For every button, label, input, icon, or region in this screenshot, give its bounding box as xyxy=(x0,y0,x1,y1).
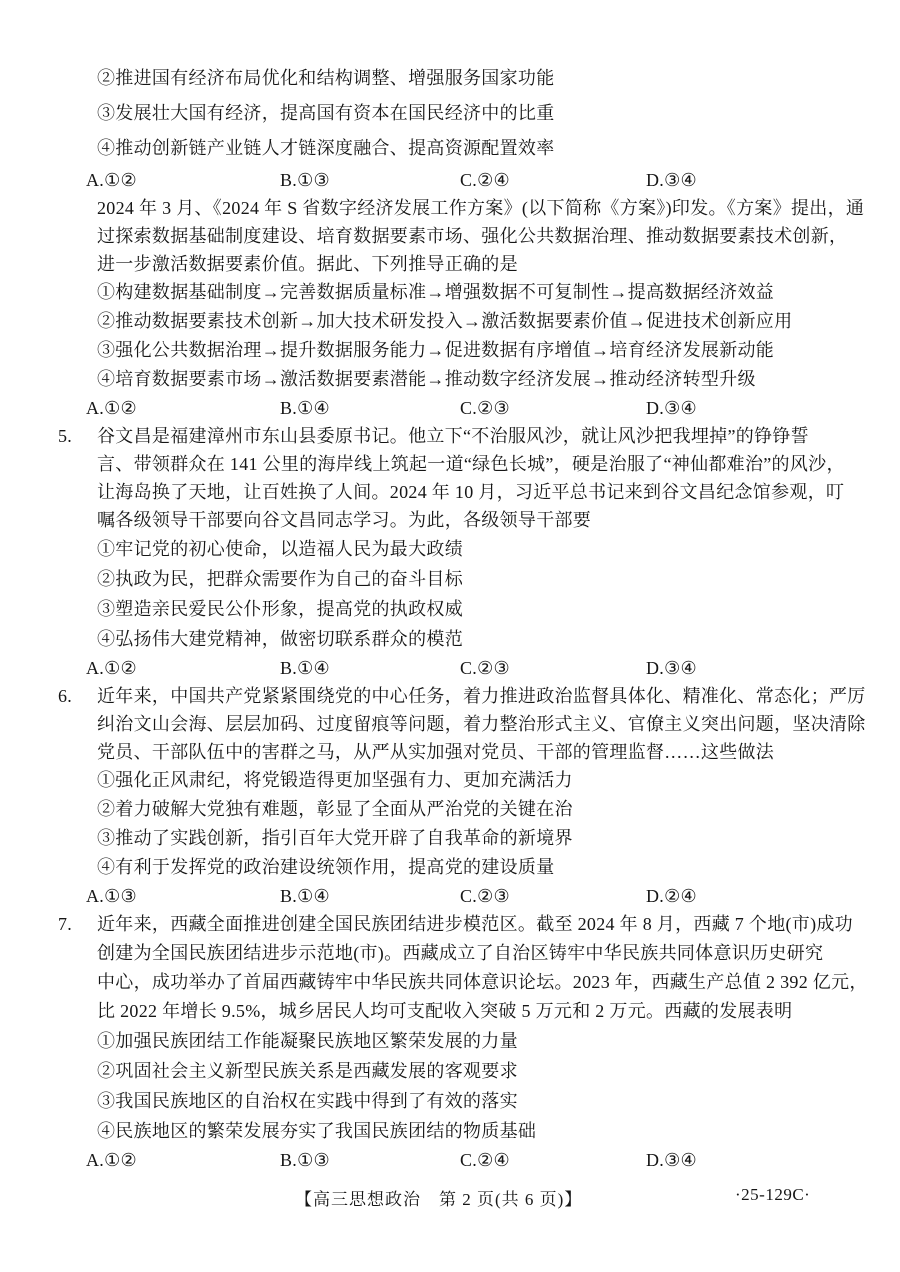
choice-b: B.①④ xyxy=(280,658,330,678)
statement-line: ③推动了实践创新，指引百年大党开辟了自我革命的新境界 xyxy=(97,828,573,848)
choice-b: B.①④ xyxy=(280,398,330,418)
choice-d: D.③④ xyxy=(646,398,697,418)
choice-a: A.①③ xyxy=(86,886,137,906)
choice-d: D.③④ xyxy=(646,1150,697,1170)
choice-c: C.②③ xyxy=(460,658,510,678)
statement-line: ③我国民族地区的自治权在实践中得到了有效的落实 xyxy=(97,1091,518,1111)
choice-c: C.②④ xyxy=(460,1150,510,1170)
question-line: 创建为全国民族团结进步示范地(市)。西藏成立了自治区铸牢中华民族共同体意识历史研究 xyxy=(97,943,824,963)
choice-d: D.③④ xyxy=(646,658,697,678)
question-line: 过探索数据基础制度建设、培育数据要素市场、强化公共数据治理、推动数据要素技术创新， xyxy=(97,226,848,246)
question-number: 6. xyxy=(58,686,73,706)
choice-b: B.①③ xyxy=(280,170,330,190)
question-line: 言、带领群众在 141 公里的海岸线上筑起一道“绿色长城”，硬是治服了“神仙都难治”的风沙， xyxy=(97,454,845,474)
page-content xyxy=(58,61,868,1174)
question-6 xyxy=(58,682,866,910)
question-number: 7. xyxy=(58,914,73,934)
statement-line: ③塑造亲民爱民公仆形象，提高党的执政权威 xyxy=(97,599,463,619)
question-line: 中心，成功举办了首届西藏铸牢中华民族共同体意识论坛。2023 年，西藏生产总值 2 392 亿元， xyxy=(97,972,868,992)
question-4 xyxy=(58,194,865,422)
choice-c: C.②③ xyxy=(460,398,510,418)
choice-b: B.①④ xyxy=(280,886,330,906)
statement-line: ④弘扬伟大建党精神，做密切联系群众的模范 xyxy=(97,629,463,649)
choice-row xyxy=(86,882,850,910)
question-line: 党员、干部队伍中的害群之马，从严从实加强对党员、干部的管理监督……这些做法 xyxy=(97,742,775,762)
footer-page-info: 【高三思想政治 第 2 页(共 6 页)】 xyxy=(295,1190,583,1209)
statement-line: ④推动创新链产业链人才链深度融合、提高资源配置效率 xyxy=(97,138,555,158)
choice-d: D.③④ xyxy=(646,170,697,190)
statement-line: ②执政为民，把群众需要作为自己的奋斗目标 xyxy=(97,569,463,589)
choice-a: A.①② xyxy=(86,658,137,678)
question-line: 近年来，中国共产党紧紧围绕党的中心任务，着力推进政治监督具体化、精准化、常态化；严厉 xyxy=(97,686,866,706)
choice-c: C.②④ xyxy=(460,170,510,190)
question-line: 嘱各级领导干部要向谷文昌同志学习。为此，各级领导干部要 xyxy=(97,510,592,530)
choice-row xyxy=(86,166,850,194)
choice-b: B.①③ xyxy=(280,1150,330,1170)
footer-paper-code: ·25-129C· xyxy=(735,1185,811,1204)
question-7 xyxy=(58,910,868,1174)
choice-a: A.①② xyxy=(86,1150,137,1170)
choice-row xyxy=(86,394,850,422)
statement-line: ①牢记党的初心使命，以造福人民为最大政绩 xyxy=(97,539,463,559)
choice-row xyxy=(86,1146,850,1174)
choice-row xyxy=(86,654,850,682)
statement-line: ③发展壮大国有经济，提高国有资本在国民经济中的比重 xyxy=(97,103,555,123)
question-continued xyxy=(58,61,850,194)
statement-line: ②巩固社会主义新型民族关系是西藏发展的客观要求 xyxy=(97,1061,518,1081)
question-line: 比 2022 年增长 9.5%，城乡居民人均可支配收入突破 5 万元和 2 万元。西藏的发展表明 xyxy=(97,1001,793,1021)
question-line: 近年来，西藏全面推进创建全国民族团结进步模范区。截至 2024 年 8 月，西藏 7 个地(市)成功 xyxy=(97,914,853,934)
choice-a: A.①② xyxy=(86,170,137,190)
statement-line: ①强化正风肃纪，将党锻造得更加坚强有力、更加充满活力 xyxy=(97,770,573,790)
statement-line: ③强化公共数据治理→提升数据服务能力→促进数据有序增值→培育经济发展新动能 xyxy=(97,340,775,360)
choice-c: C.②③ xyxy=(460,886,510,906)
question-line: 2024 年 3 月、《2024 年 S 省数字经济发展工作方案》(以下简称《方案》)印发。《方案》提出，通 xyxy=(97,198,865,218)
statement-line: ①构建数据基础制度→完善数据质量标准→增强数据不可复制性→提高数据经济效益 xyxy=(97,282,775,302)
choice-d: D.②④ xyxy=(646,886,697,906)
statement-line: ④培育数据要素市场→激活数据要素潜能→推动数字经济发展→推动经济转型升级 xyxy=(97,369,756,389)
statement-line: ②推进国有经济布局优化和结构调整、增强服务国家功能 xyxy=(97,68,555,88)
statement-line: ②推动数据要素技术创新→加大技术研发投入→激活数据要素价值→促进技术创新应用 xyxy=(97,311,793,331)
question-line: 谷文昌是福建漳州市东山县委原书记。他立下“不治服风沙，就让风沙把我埋掉”的铮铮誓 xyxy=(97,426,809,446)
choice-a: A.①② xyxy=(86,398,137,418)
question-number: 5. xyxy=(58,426,73,446)
statement-line: ④有利于发挥党的政治建设统领作用，提高党的建设质量 xyxy=(97,857,555,877)
statement-line: ②着力破解大党独有难题，彰显了全面从严治党的关键在治 xyxy=(97,799,573,819)
question-line: 让海岛换了天地，让百姓换了人间。2024 年 10 月，习近平总书记来到谷文昌纪念馆参观，叮 xyxy=(97,482,845,502)
statement-line: ④民族地区的繁荣发展夯实了我国民族团结的物质基础 xyxy=(97,1121,537,1141)
statement-line: ①加强民族团结工作能凝聚民族地区繁荣发展的力量 xyxy=(97,1031,518,1051)
question-5 xyxy=(58,422,850,682)
question-line: 纠治文山会海、层层加码、过度留痕等问题，着力整治形式主义、官僚主义突出问题，坚决清除 xyxy=(97,714,866,734)
question-line: 进一步激活数据要素价值。据此、下列推导正确的是 xyxy=(97,254,518,274)
